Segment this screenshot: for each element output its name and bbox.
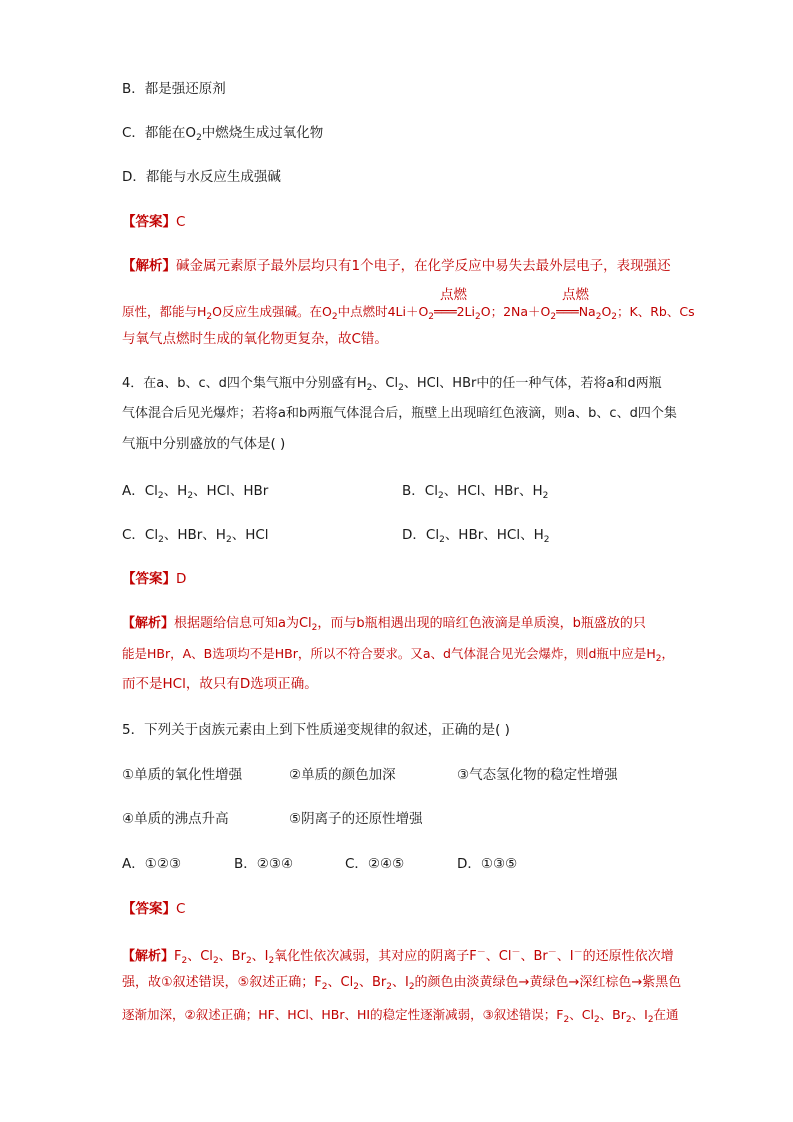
q5-option-a: A．①②③	[122, 856, 182, 872]
q5-option-c: C．②④⑤	[345, 856, 405, 872]
answer-value: C	[176, 214, 186, 230]
subscript: 2	[206, 312, 213, 322]
q4-option-b	[402, 482, 548, 505]
option-text: 中燃烧生成过氧化物	[201, 125, 324, 141]
analysis-text: 碱金属元素原子最外层均只有1个电子，在化学反应中易失去最外层电子，表现强还	[176, 258, 671, 274]
option-text: 、HCl、HBr、H	[443, 483, 543, 499]
answer-value: D	[176, 571, 187, 587]
question-text: 、HCl、HBr中的任一种气体，若将a和d两瓶	[403, 376, 662, 391]
q3-analysis-line1	[122, 257, 702, 275]
analysis-text: O	[601, 304, 612, 319]
superscript: －	[573, 948, 583, 958]
subscript: 2	[437, 491, 444, 501]
option-text: 、HBr、H	[163, 527, 226, 543]
analysis-text: 的颜色由淡黄绿色→黄绿色→深红棕色→紫黑色	[414, 975, 682, 990]
analysis-text: 能是HBr，A、B选项均不是HBr，所以不符合要求。又a、d气体混合见光会爆炸，则d瓶中应是H	[122, 646, 656, 661]
question-text: 气体混合后见光爆炸；若将a和b两瓶气体混合后，瓶壁上出现暗红色液滴，则a、b、c、d四个集	[122, 406, 677, 421]
subscript: 2	[611, 312, 618, 322]
q3-option-d	[122, 168, 702, 186]
option-text: 、HCl	[231, 527, 269, 543]
subscript: 2	[212, 956, 219, 966]
analysis-text: 在通	[653, 1007, 679, 1022]
analysis-text: 、Cl	[569, 1007, 594, 1022]
analysis-text: 氧化性依次减弱，其对应的阴离子F	[274, 949, 477, 964]
subscript: 2	[311, 623, 318, 633]
question-text: 5．下列关于卤族元素由上到下性质递变规律的叙述，正确的是( )	[122, 722, 510, 738]
analysis-text: 、Cl	[327, 975, 354, 990]
analysis-text: 强，故①叙述错误，⑤叙述正确；F	[122, 975, 322, 990]
subscript: 2	[542, 491, 549, 501]
subscript: 2	[353, 982, 359, 992]
analysis-text: ；K、Rb、Cs	[617, 304, 695, 319]
analysis-text: 中点燃时4Li＋O	[337, 304, 429, 319]
q4-analysis-line3	[122, 675, 702, 693]
q5-option-d: D．①③⑤	[457, 856, 518, 872]
analysis-text: 、Br	[599, 1007, 626, 1022]
q5-analysis-line1	[122, 944, 702, 970]
subscript: 2	[408, 982, 415, 992]
analysis-text: 、I	[631, 1007, 648, 1022]
q4-stem-line3	[122, 435, 702, 453]
analysis-text: 逐渐加深，②叙述正确；HF、HCl、HBr、HI的稳定性逐渐减弱，③叙述错误；F	[122, 1007, 564, 1022]
subscript: 2	[268, 956, 275, 966]
subscript: 2	[625, 1015, 632, 1025]
analysis-text: 、Cl	[187, 949, 213, 964]
analysis-text: O；2Na＋O	[480, 304, 551, 319]
subscript: 2	[428, 312, 435, 322]
q4-stem-line1	[122, 375, 702, 397]
analysis-text: 、I	[556, 949, 574, 964]
subscript: 2	[550, 312, 557, 322]
subscript: 2	[439, 535, 445, 545]
q5-analysis-line3	[122, 1006, 702, 1029]
analysis-text: 原性，都能与H	[122, 304, 207, 319]
q5-option-b: B．②③④	[234, 856, 294, 872]
answer-value: C	[176, 901, 186, 917]
analysis-label: 【解析】	[122, 258, 176, 274]
q5-item-1: ①单质的氧化性增强	[122, 767, 243, 783]
superscript: －	[476, 948, 486, 958]
subscript: 2	[181, 956, 188, 966]
option-text: B．Cl	[402, 483, 438, 499]
option-text: 、HBr、HCl、H	[444, 527, 544, 543]
subscript: 2	[563, 1015, 570, 1025]
subscript: 2	[655, 654, 662, 664]
q5-item-3: ③气态氢化物的稳定性增强	[457, 767, 618, 783]
q3-analysis-line3	[122, 330, 702, 348]
analysis-text: 、I	[251, 949, 269, 964]
subscript: 2	[595, 312, 602, 322]
q4-option-d	[402, 526, 550, 549]
analysis-text: ═══Na	[556, 304, 596, 319]
q4-stem-line2	[122, 405, 702, 423]
subscript: 2	[475, 312, 481, 322]
subscript: 2	[386, 982, 392, 992]
superscript: －	[547, 948, 557, 958]
analysis-text: 、Br	[358, 975, 387, 990]
subscript: 2	[158, 535, 164, 545]
superscript: －	[511, 948, 521, 958]
option-text: A．Cl	[122, 483, 158, 499]
q3-answer	[122, 213, 702, 231]
analysis-text: ═══2Li	[434, 304, 475, 319]
question-text: 气瓶中分别盛放的气体是( )	[122, 436, 286, 452]
subscript: 2	[398, 383, 404, 393]
analysis-text: 根据题给信息可知a为Cl	[174, 616, 312, 631]
option-text: C．Cl	[122, 527, 159, 543]
analysis-text: 与氧气点燃时生成的氧化物更复杂，故C错。	[122, 331, 388, 347]
option-text: 、H	[163, 483, 188, 499]
q4-analysis-line2	[122, 645, 702, 668]
option-text: D．Cl	[402, 527, 440, 543]
analysis-text: 、Br	[218, 949, 246, 964]
option-text: B．都是强还原剂	[122, 81, 226, 97]
subscript: 2	[196, 133, 202, 143]
subscript: 2	[187, 491, 194, 501]
q5-item-2: ②单质的颜色加深	[289, 767, 396, 783]
option-text: 、HCl、HBr	[193, 483, 269, 499]
q5-analysis-line2	[122, 974, 702, 996]
analysis-text: 、Br	[520, 949, 548, 964]
q3-option-c	[122, 124, 702, 147]
answer-label: 【答案】	[122, 214, 176, 230]
analysis-label: 【解析】	[122, 949, 175, 964]
subscript: 2	[593, 1015, 600, 1025]
q4-option-c	[122, 526, 382, 549]
option-text: D．都能与水反应生成强碱	[122, 169, 281, 185]
q3-analysis-line2	[122, 303, 702, 326]
analysis-text: ，	[661, 646, 675, 661]
analysis-text: ，而与b瓶相遇出现的暗红色液滴是单质溴，b瓶盛放的只	[317, 616, 646, 631]
analysis-text: F	[174, 949, 182, 964]
analysis-text: 而不是HCl，故只有D选项正确。	[122, 676, 318, 692]
subscript: 2	[245, 956, 252, 966]
subscript: 2	[321, 982, 328, 992]
q3-option-b	[122, 80, 702, 98]
answer-label: 【答案】	[122, 901, 176, 917]
q5-stem	[122, 721, 702, 739]
q4-analysis-line1	[122, 615, 702, 637]
q5-item-5: ⑤阴离子的还原性增强	[289, 811, 423, 827]
reaction-condition: 点燃	[562, 287, 589, 303]
analysis-label: 【解析】	[122, 616, 175, 631]
analysis-text: 、Cl	[485, 949, 512, 964]
q5-item-4: ④单质的沸点升高	[122, 811, 229, 827]
subscript: 2	[331, 312, 338, 322]
subscript: 2	[225, 535, 232, 545]
question-text: 、Cl	[372, 376, 399, 391]
subscript: 2	[543, 535, 550, 545]
subscript: 2	[366, 383, 373, 393]
subscript: 2	[647, 1015, 654, 1025]
q4-option-a	[122, 482, 382, 505]
analysis-text: 、I	[391, 975, 409, 990]
analysis-text: 的还原性依次增	[582, 949, 674, 964]
subscript: 2	[157, 491, 164, 501]
option-text: C．都能在O	[122, 125, 197, 141]
question-text: 4．在a、b、c、d四个集气瓶中分别盛有H	[122, 376, 367, 391]
analysis-text: O反应生成强碱。在O	[212, 304, 332, 319]
reaction-condition: 点燃	[440, 287, 467, 303]
answer-label: 【答案】	[122, 571, 176, 587]
q4-answer	[122, 570, 702, 588]
q5-answer	[122, 900, 702, 918]
